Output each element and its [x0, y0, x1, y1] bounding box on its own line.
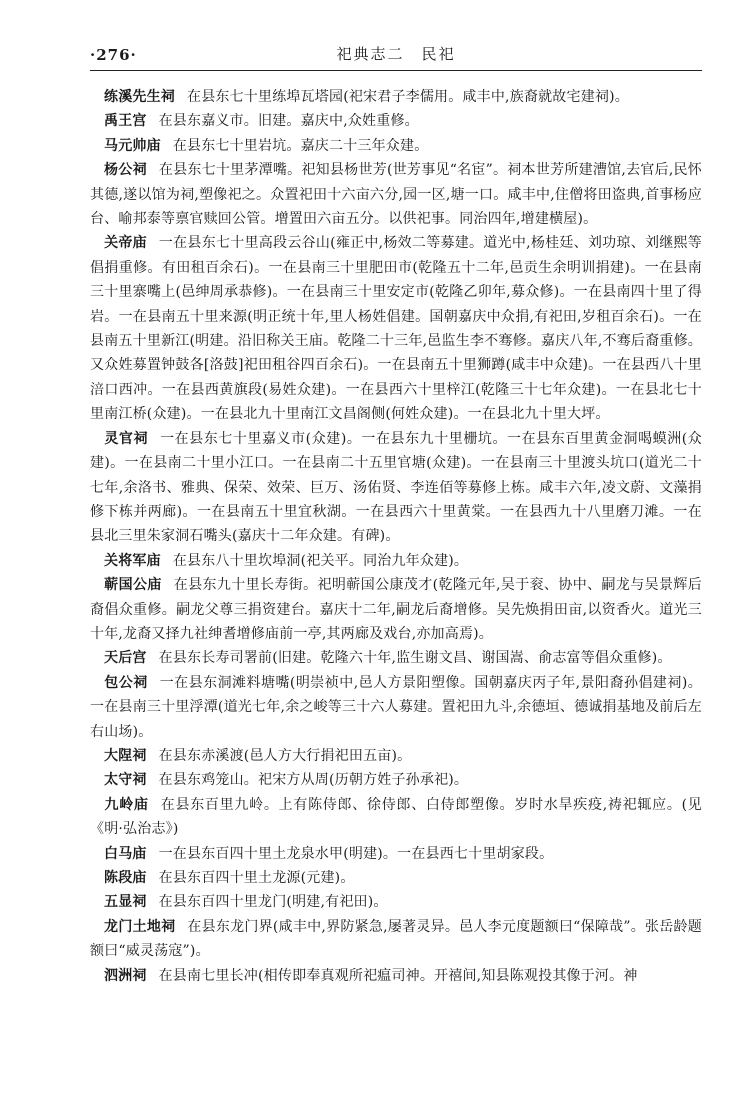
entry-paragraph: [90, 427, 702, 549]
entry-text: 一在县东七十里嘉义市(众建)。一在县东九十里栅坑。一在县东百里黄金洞喝蟆洲(众建)。一在县南二十里小江口。一在县南二十五里官塘(众建)。一在县南三十里渡头坑口(道光二十七年,余洛书、雅典、保荣、效荣、巨万、汤佑贤、李连佰等募修上栋。咸丰六年,凌文蔚、文藻捐修下栋并两廊)。一在县南五十里宜秋湖。一在县西六十里黄棠。一在县西九十八里磨刀滩。一在县北三里朱家洞石嘴头(嘉庆十二年众建。有碑)。: [90, 430, 703, 545]
entry-paragraph: [90, 646, 702, 670]
entry-text: 在县东七十里岩坑。嘉庆二十三年众建。: [172, 137, 429, 154]
entry-term: 白马庙: [104, 845, 147, 862]
entry-term: 禹王宫: [104, 113, 147, 130]
entry-paragraph: [90, 549, 702, 573]
entry-paragraph: [90, 915, 702, 964]
entry-text: 在县东九十里长寿街。祀明蕲国公康茂才(乾隆元年,吴于衮、协中、嗣龙与吴景辉后裔倡众重修。嗣龙父尊三捐资建台。嘉庆十二年,嗣龙后裔增修。吴先焕捐田亩,以资香火。道光三十年,龙裔又择九社绅耆增修庙前一亭,其两廊及戏台,亦加高焉)。: [90, 577, 702, 642]
entry-term: 陈段庙: [104, 870, 147, 886]
entry-term: 九岭庙: [104, 796, 149, 813]
entry-term: 龙门土地祠: [104, 918, 176, 935]
entry-text: 在县东赤溪渡(邑人方大行捐祀田五亩)。: [158, 747, 412, 764]
entry-text: 在县东鸡笼山。祀宋方从周(历朝方姓子孙承祀)。: [158, 772, 469, 789]
entry-text: 在县东百四十里龙门(明建,有祀田)。: [158, 894, 388, 911]
entry-paragraph: [90, 842, 702, 866]
entry-paragraph: [90, 573, 702, 646]
entry-text: 在县东龙门界(咸丰中,界防紧急,屡著灵异。邑人李元度题额曰“保障哉”。张岳龄题额曰“威灵荡寇”)。: [90, 918, 702, 960]
entry-term: 杨公祠: [104, 162, 147, 179]
entry-term: 关将军庙: [104, 552, 161, 569]
entry-term: 五显祠: [104, 894, 147, 911]
entry-paragraph: [90, 231, 702, 426]
entry-paragraph: [90, 744, 702, 768]
entry-text: 在县东长寿司署前(旧建。乾隆六十年,监生谢文昌、谢国嵩、俞志富等倡众重修)。: [158, 650, 672, 667]
page-body: [90, 85, 702, 988]
page-number: ·276·: [90, 46, 137, 64]
entry-text: 在县东八十里坎埠洞(祀关平。同治九年众建)。: [172, 552, 469, 569]
entry-term: 大陧祠: [104, 747, 147, 764]
running-title: 祀典志二 民祀: [336, 45, 456, 63]
entry-paragraph: [90, 109, 702, 133]
entry-term: 灵官祠: [104, 430, 149, 447]
entry-text: 在县南七里长冲(相传即奉真观所祀瘟司神。开禧间,知县陈观投其像于河。神: [158, 967, 638, 984]
entry-term: 天后宫: [104, 650, 147, 667]
entry-text: 一在县东七十里高段云谷山(雍正中,杨效二等募建。道光中,杨桂廷、刘功琼、刘继熙等倡捐重修。有田租百余石)。一在县南三十里肥田市(乾隆五十二年,邑贡生余明训捐建)。一在县南三十里寨嘴上(邑绅周承恭修)。一在县南三十里安定市(乾隆乙卯年,募众修)。一在县南四十里了得岩。一在县南五十里来源(明正统十年,里人杨姓倡建。国朝嘉庆中众捐,有祀田,岁租百余石)。一在县南五十里新江(明建。沿旧称关王庙。乾隆二十三年,邑监生李不骞修。嘉庆八年,不骞后裔重修。又众姓募置钟鼓各[洛鼓]祀田租谷四百余石)。一在县南五十里狮蹲(咸丰中众建)。一在县西八十里涪口西冲。一在县西黄旗段(易姓众建)。一在县西六十里梓江(乾隆三十七年众建)。一在县北七十里南江桥(众建)。一在县北九十里南江文昌阁侧(何姓众建)。一在县北九十里大坪。: [90, 235, 702, 423]
entry-paragraph: [90, 890, 702, 914]
entry-text: 在县东嘉义市。旧建。嘉庆中,众姓重修。: [158, 113, 419, 130]
page-header: [90, 36, 702, 71]
entry-term: 关帝庙: [104, 235, 147, 252]
entry-text: 在县东百里九岭。上有陈侍郎、徐侍郎、白侍郎塑像。岁时水旱疾疫,祷祀辄应。(见《明·弘治志》): [90, 796, 702, 838]
entry-paragraph: [90, 768, 702, 792]
entry-text: 在县东七十里练埠瓦塔园(祀宋君子李儒用。咸丰中,族裔就故宅建祠)。: [187, 89, 629, 105]
entry-term: 包公祠: [104, 674, 148, 691]
entry-paragraph: [90, 671, 702, 744]
entry-term: 泗洲祠: [104, 967, 147, 984]
entry-text: 一在县东百四十里土龙泉水甲(明建)。一在县西七十里胡家段。: [158, 845, 554, 862]
entry-term: 马元帅庙: [104, 137, 161, 154]
entry-text: 一在县东洞滩料塘嘴(明崇祯中,邑人方景阳塑像。国朝嘉庆丙子年,景阳裔孙倡建祠)。一在县南三十里浮潭(道光七年,余之峻等三十六人募建。置祀田九斗,余德垣、德诚捐基地及前后左右山场)。: [90, 674, 702, 740]
entry-paragraph: [90, 134, 702, 158]
entry-paragraph: [90, 85, 702, 109]
entry-paragraph: [90, 866, 702, 890]
entry-text: 在县东百四十里土龙源(元建)。: [158, 870, 355, 886]
entry-paragraph: [90, 158, 702, 231]
entry-paragraph: [90, 964, 702, 988]
entry-term: 练溪先生祠: [104, 89, 175, 105]
entry-term: 蕲国公庙: [104, 577, 162, 594]
entry-text: 在县东七十里茅潭嘴。祀知县杨世芳(世芳事见“名宦”。祠本世芳所建漕馆,去官后,民怀其德,遂以馆为祠,塑像祀之。众置祀田十六亩六分,园一区,塘一口。咸丰中,住僧将田盗典,首事杨应台、喻邦泰等禀官赎回公管。增置田六亩五分。以供祀事。同治四年,增建横屋)。: [90, 162, 703, 228]
entry-term: 太守祠: [104, 772, 147, 789]
entry-paragraph: [90, 793, 702, 842]
